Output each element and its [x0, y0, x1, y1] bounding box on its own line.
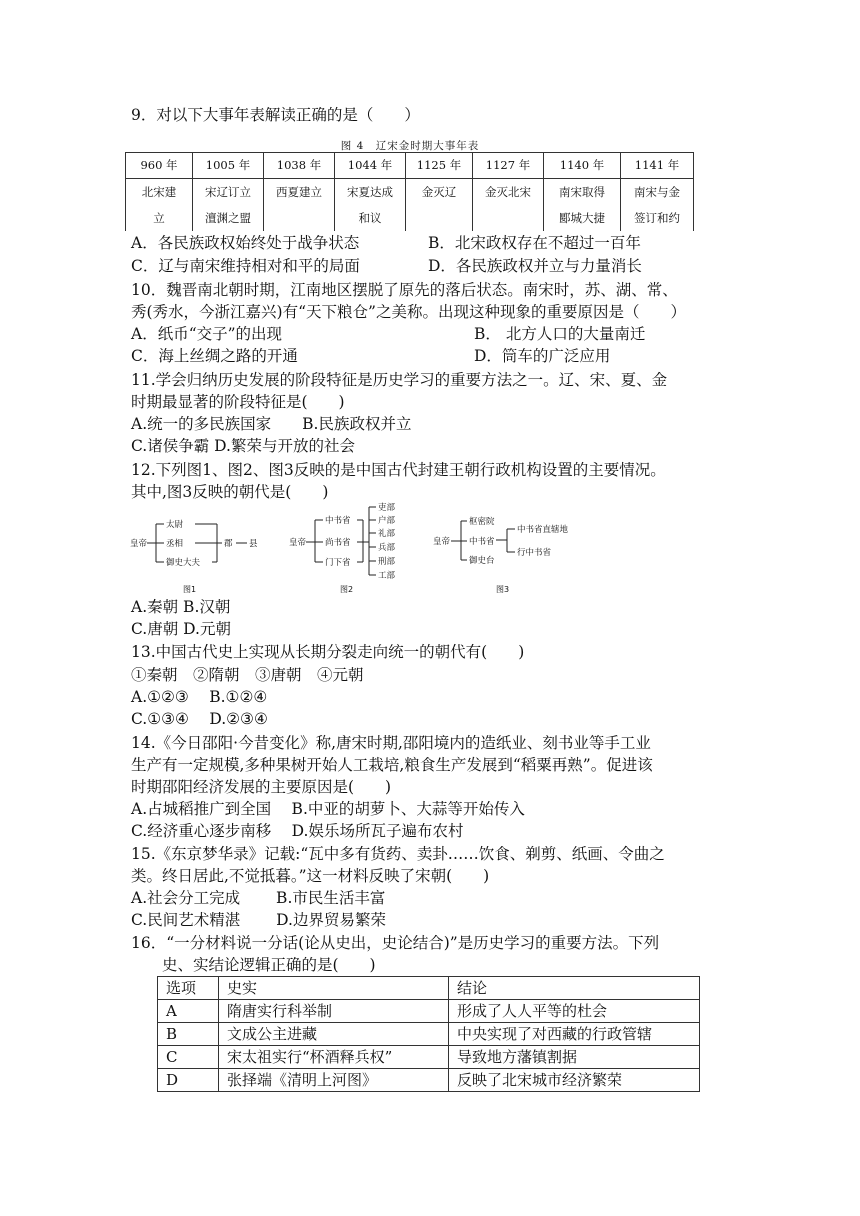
q9-event-cell: 金灭北宋: [473, 179, 544, 232]
d1-jun: 郡: [224, 539, 233, 549]
d2-root: 皇帝: [289, 538, 307, 548]
q16-cell: 张择端《清明上河图》: [219, 1069, 449, 1092]
d1-official: 太尉: [166, 520, 184, 530]
table-row: [158, 1069, 700, 1092]
q11-stem-line2: 时期最显著的阶段特征是( ): [131, 393, 345, 411]
d2-sheng: 门下省: [325, 558, 351, 568]
d1-xian: 县: [249, 539, 258, 549]
q16-header-cell: 史实: [219, 977, 449, 1000]
q10-option-d: D．筒车的广泛应用: [474, 347, 611, 365]
q9-year-cell: 1038 年: [264, 153, 335, 179]
d2-label: 图2: [340, 585, 354, 594]
q16-cell: 文成公主进藏: [219, 1023, 449, 1046]
q16-cell: D: [158, 1069, 219, 1092]
q9-year-cell: 1005 年: [193, 153, 264, 179]
q15-stem-line2: 类。终日居此,不觉抵暮。”这一材料反映了宋朝( ): [131, 867, 490, 885]
q10-option-a: A．纸币“交子”的出现: [131, 325, 283, 343]
q10-stem-line2: 秀(秀水，今浙江嘉兴)有“天下粮仓”之美称。出现这种现象的重要原因是（ ）: [131, 303, 686, 321]
table-row: [158, 1023, 700, 1046]
d2-bu: 户部: [378, 516, 396, 526]
q12-options-ab: A.秦朝 B.汉朝: [131, 598, 231, 616]
q15-options-cd: C.民间艺术精湛 D.边界贸易繁荣: [131, 911, 386, 929]
q9-event-cell: 宋辽订立 澶渊之盟: [193, 179, 264, 232]
d2-sheng: 中书省: [325, 516, 351, 526]
q11-options-ab: A.统一的多民族国家 B.民族政权并立: [131, 415, 412, 433]
q9-option-c: C．辽与南宋维持相对和平的局面: [131, 257, 360, 275]
q14-stem-line2: 生产有一定规模,多种果树开始人工栽培,粮食生产发展到“稻粟再熟”。促进该: [131, 756, 653, 774]
q12-options-cd: C.唐朝 D.元朝: [131, 620, 231, 638]
d3-org: 御史台: [469, 556, 495, 566]
q10-option-c: C．海上丝绸之路的开通: [131, 347, 298, 365]
q16-table: [157, 976, 700, 1092]
q16-cell: B: [158, 1023, 219, 1046]
q14-options-ab: A.占城稻推广到全国 B.中亚的胡萝卜、大蒜等开始传入: [131, 800, 525, 818]
q12-admin-diagrams: [0, 0, 860, 600]
q9-event-cell: 金灭辽: [406, 179, 473, 232]
d3-org: 中书省: [469, 537, 495, 547]
q16-cell: A: [158, 1000, 219, 1023]
q13-options-ab: A.①②③ B.①②④: [131, 688, 268, 706]
q14-options-cd: C.经济重心逐步南移 D.娱乐场所瓦子遍布农村: [131, 822, 464, 840]
d1-label: 图1: [183, 585, 197, 594]
d2-sheng: 尚书省: [325, 538, 351, 548]
q16-header-cell: 选项: [158, 977, 219, 1000]
q16-header-row: [158, 977, 700, 1000]
q12-stem-line1: 12.下列图1、图2、图3反映的是中国古代封建王朝行政机构设置的主要情况。: [131, 461, 666, 479]
q16-cell: 隋唐实行科举制: [219, 1000, 449, 1023]
d3-root: 皇帝: [433, 537, 451, 547]
q9-year-cell: 1125 年: [406, 153, 473, 179]
q10-stem-line1: 10．魏晋南北朝时期，江南地区摆脱了原先的落后状态。南宋时，苏、湖、常、: [131, 281, 678, 299]
d2-bu: 工部: [378, 571, 396, 581]
q16-cell: 宋太祖实行“杯酒释兵权”: [219, 1046, 449, 1069]
q11-stem-line1: 11.学会归纳历史发展的阶段特征是历史学习的重要方法之一。辽、宋、夏、金: [131, 371, 668, 389]
d1-official: 丞相: [166, 539, 184, 549]
q9-year-cell: 1127 年: [473, 153, 544, 179]
q16-cell: C: [158, 1046, 219, 1069]
q9-year-cell: 1141 年: [621, 153, 694, 179]
q15-stem-line1: 15.《东京梦华录》记载:“瓦中多有货药、卖卦……饮食、剃剪、纸画、令曲之: [131, 845, 665, 863]
q9-event-cell: 南宋与金 签订和约: [621, 179, 694, 232]
q9-year-cell: 960 年: [126, 153, 193, 179]
q9-option-b: B．北宋政权存在不超过一百年: [428, 234, 641, 252]
q15-options-ab: A.社会分工完成 B.市民生活丰富: [131, 889, 386, 907]
q9-year-cell: 1140 年: [544, 153, 621, 179]
q16-stem-line2: 史、实结论逻辑正确的是( ): [162, 956, 376, 974]
d3-local: 中书省直辖地: [517, 525, 569, 535]
q13-choices: ①秦朝 ②隋朝 ③唐朝 ④元朝: [131, 666, 364, 684]
q9-event-cell: 北宋建 立: [126, 179, 193, 232]
d2-bu: 礼部: [378, 529, 396, 539]
q16-cell: 导致地方藩镇割据: [449, 1046, 700, 1069]
q9-event-cell: 南宋取得 郾城大捷: [544, 179, 621, 232]
table-row: [158, 1046, 700, 1069]
q12-stem-line2: 其中,图3反映的朝代是( ): [131, 483, 329, 501]
q13-stem: 13.中国古代史上实现从长期分裂走向统一的朝代有( ): [131, 643, 525, 661]
d3-org: 枢密院: [469, 517, 495, 527]
d2-bu: 吏部: [378, 503, 396, 513]
q9-year-cell: 1044 年: [335, 153, 406, 179]
q13-options-cd: C.①③④ D.②③④: [131, 710, 268, 728]
q16-header-cell: 结论: [449, 977, 700, 1000]
q16-cell: 反映了北宋城市经济繁荣: [449, 1069, 700, 1092]
q11-options-cd: C.诸侯争霸 D.繁荣与开放的社会: [131, 437, 355, 455]
q9-option-d: D．各民族政权并立与力量消长: [428, 257, 642, 275]
q9-table-caption: 图 4 辽宋金时期大事年表: [340, 140, 480, 152]
q10-option-b: B． 北方人口的大量南迁: [474, 325, 646, 343]
d1-official: 御史大夫: [166, 558, 201, 568]
q14-stem-line1: 14.《今日邵阳·今昔变化》称,唐宋时期,邵阳境内的造纸业、刻书业等手工业: [131, 734, 651, 752]
d3-local: 行中书省: [517, 548, 552, 558]
d3-label: 图3: [496, 585, 510, 594]
q16-cell: 中央实现了对西藏的行政管辖: [449, 1023, 700, 1046]
d1-root: 皇帝: [130, 539, 148, 549]
table-row: [158, 1000, 700, 1023]
q14-stem-line3: 时期邵阳经济发展的主要原因是( ): [131, 778, 392, 796]
d2-bu: 刑部: [378, 557, 396, 567]
d2-bu: 兵部: [378, 543, 396, 553]
q16-cell: 形成了人人平等的杜会: [449, 1000, 700, 1023]
q9-event-cell: 西夏建立: [264, 179, 335, 232]
q9-option-a: A．各民族政权始终处于战争状态: [131, 234, 360, 252]
q16-stem-line1: 16．“一分材料说一分话(论从史出，史论结合)”是历史学习的重要方法。下列: [131, 934, 660, 952]
q9-event-cell: 宋夏达成 和议: [335, 179, 406, 232]
q9-stem: 9．对以下大事年表解读正确的是（ ）: [131, 106, 420, 124]
